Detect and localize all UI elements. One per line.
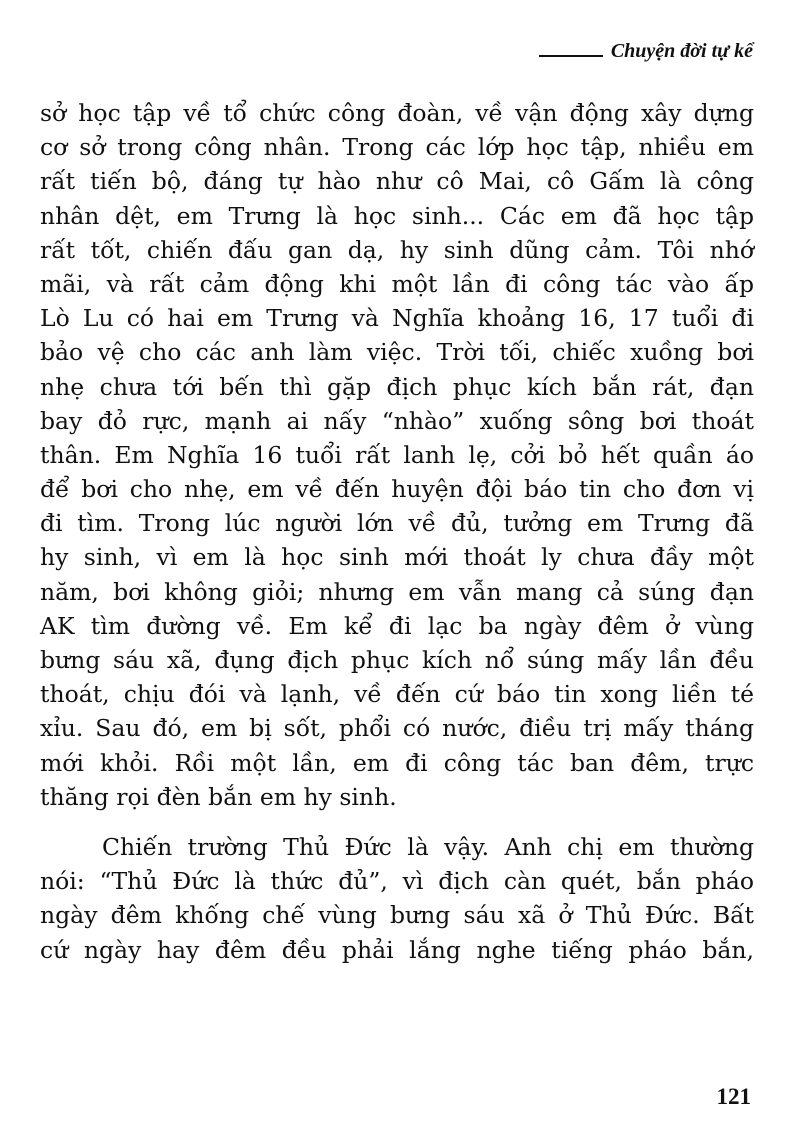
text-line: rất tiến bộ, đáng tự hào như cô Mai, cô Gấm là công	[40, 167, 754, 196]
text-line: bảo vệ cho các anh làm việc. Trời tối, chiếc xuồng bơi	[40, 338, 754, 367]
text-line: nói: “Thủ Đức là thức đủ”, vì địch càn quét, bắn pháo	[40, 867, 754, 896]
text-line: thăng rọi đèn bắn em hy sinh.	[40, 782, 397, 811]
text-line: nhân dệt, em Trưng là học sinh... Các em đã học tập	[40, 201, 754, 230]
running-header	[539, 40, 753, 63]
paragraph-1	[40, 96, 754, 814]
paragraph-2	[40, 830, 754, 967]
text-line: mới khỏi. Rồi một lần, em đi công tác ban đêm, trực	[40, 748, 754, 777]
text-line: xỉu. Sau đó, em bị sốt, phổi có nước, điều trị mấy tháng	[40, 714, 754, 743]
text-line: AK tìm đường về. Em kể đi lạc ba ngày đêm ở vùng	[40, 611, 754, 640]
text-line: để bơi cho nhẹ, em về đến huyện đội báo tin cho đơn vị	[40, 475, 754, 504]
text-line: rất tốt, chiến đấu gan dạ, hy sinh dũng cảm. Tôi nhớ	[40, 235, 754, 264]
body-text	[40, 96, 754, 967]
text-line: ngày đêm khống chế vùng bưng sáu xã ở Thủ Đức. Bất	[40, 901, 754, 930]
text-line: thân. Em Nghĩa 16 tuổi rất lanh lẹ, cởi bỏ hết quần áo	[40, 440, 754, 469]
text-line: Chiến trường Thủ Đức là vậy. Anh chị em thường	[102, 832, 754, 861]
text-line: thoát, chịu đói và lạnh, về đến cứ báo tin xong liền té	[40, 680, 754, 709]
text-line: cơ sở trong công nhân. Trong các lớp học tập, nhiều em	[40, 133, 754, 162]
text-line: đi tìm. Trong lúc người lớn về đủ, tưởng em Trưng đã	[40, 509, 754, 538]
text-line: bưng sáu xã, đụng địch phục kích nổ súng mấy lần đều	[40, 646, 754, 674]
text-line: năm, bơi không giỏi; nhưng em vẫn mang cả súng đạn	[40, 577, 754, 606]
page-number: 121	[716, 1084, 751, 1109]
text-line: Lò Lu có hai em Trưng và Nghĩa khoảng 16, 17 tuổi đi	[40, 304, 754, 333]
text-line: nhẹ chưa tới bến thì gặp địch phục kích bắn rát, đạn	[40, 372, 754, 401]
text-line: bay đỏ rực, mạnh ai nấy “nhào” xuống sông bơi thoát	[40, 406, 754, 435]
paragraph-gap	[40, 814, 754, 830]
header-rule	[539, 55, 603, 57]
text-line: hy sinh, vì em là học sinh mới thoát ly chưa đầy một	[40, 543, 754, 572]
text-line: cứ ngày hay đêm đều phải lắng nghe tiếng pháo bắn,	[40, 935, 754, 964]
text-line: mãi, và rất cảm động khi một lần đi công tác vào ấp	[40, 269, 754, 298]
text-line: sở học tập về tổ chức công đoàn, về vận động xây dựng	[40, 99, 754, 127]
book-title: Chuyện đời tự kể	[610, 40, 753, 62]
